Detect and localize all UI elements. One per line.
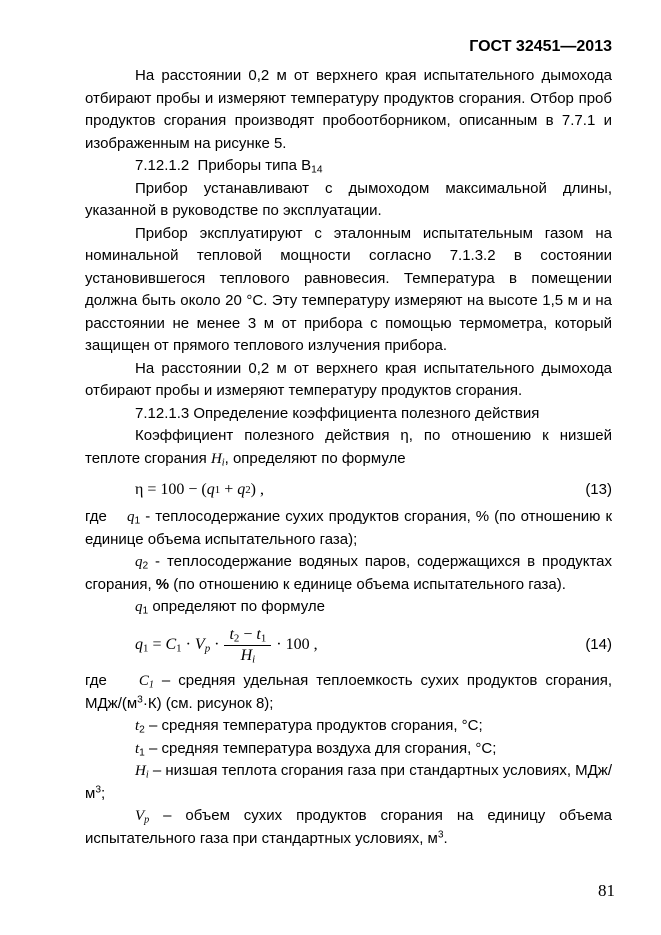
formula-14-row	[85, 626, 612, 666]
definition-t1: $t_1$ – средняя температура воздуха для сгорания, °С;	[135, 739, 497, 759]
formula-14-expression	[135, 626, 318, 666]
formula-13-number: (13)	[585, 481, 612, 498]
page-number: 81	[598, 880, 615, 900]
formula-14-rhs: · 100 ,	[276, 636, 318, 654]
formula-13-expression: η = 100 − ( q 1 + q 2 ) ,	[135, 481, 264, 498]
formula-14-fraction	[224, 626, 271, 666]
paragraph-operation: Прибор эксплуатируют с эталонным испытательным газом на номинальной тепловой мощности согласно 7.1.3.2 в состоянии установившегося теплового равновесия. Температура в помещении должна быть около 20 °С. Эту температуру измеряют на высоте 1,5 м и на расстоянии не менее 3 м от прибора с помощью термометра, который защищен от прямого теплового излучения прибора.	[85, 224, 612, 354]
definition-t2: $t_2$ – средняя температура продуктов сгорания, °С;	[135, 717, 483, 736]
section-heading-7-12-1-3: 7.12.1.3 Определение коэффициента полезного действия	[135, 404, 540, 422]
paragraph-install: Прибор устанавливают с дымоходом максимальной длины, указанной в руководстве по эксплуатации.	[85, 179, 612, 219]
fraction-denominator: Hi	[240, 646, 256, 666]
section-heading-7-12-1-2: 7.12.1.2 Приборы типа $В_{14}$	[135, 157, 323, 176]
page-header	[85, 36, 612, 59]
formula-14-lhs: $q_1 = C_1 \cdot Vp$ ·	[135, 636, 220, 656]
page-footer	[598, 880, 615, 903]
definition-c1: где C1 – средняя удельная теплоемкость сухих продуктов сгорания, МДж/$(м^3\cdot К)$ (см. рисунок 8);	[85, 672, 612, 712]
paragraph-sampling-2: На расстоянии 0,2 м от верхнего края испытательного дымохода отбирают пробы и измеряют температуру продуктов сгорания.	[85, 359, 612, 399]
definition-q2: $q_2$ - теплосодержание водяных паров, содержащихся в продуктах сгорания, % (по отношению к единице объема испытательного газа).	[85, 553, 612, 593]
formula-14-number: (14)	[585, 636, 612, 654]
document-body	[85, 65, 612, 850]
standard-number: ГОСТ 32451—2013	[469, 38, 612, 55]
definition-q1: где $q_1$ - теплосодержание сухих продуктов сгорания, % (по отношению к единице объема испытательного газа);	[85, 508, 613, 548]
definition-hi: Hi – низшая теплота сгорания газа при стандартных условиях, МДж/$м^3$;	[85, 762, 613, 802]
definition-vp: Vp – объем сухих продуктов сгорания на единицу объема испытательного газа при стандартных условиях, $м^3$.	[85, 807, 612, 847]
paragraph-q1-formula-intro: $q_1$ определяют по формуле	[135, 598, 325, 617]
paragraph-sampling-1: На расстоянии 0,2 м от верхнего края испытательного дымохода отбирают пробы и измеряют температуру продуктов сгорания. Отбор проб продуктов сгорания производят пробоотборником, описанным в 7.7.1 и изображенным на рисунке 5.	[85, 67, 612, 152]
formula-13-row	[85, 479, 612, 501]
fraction-numerator: $t_2 - t_1$	[224, 626, 271, 646]
paragraph-efficiency-intro: Коэффициент полезного действия η, по отношению к низшей теплоте сгорания Hi, определяют по формуле	[85, 427, 612, 469]
